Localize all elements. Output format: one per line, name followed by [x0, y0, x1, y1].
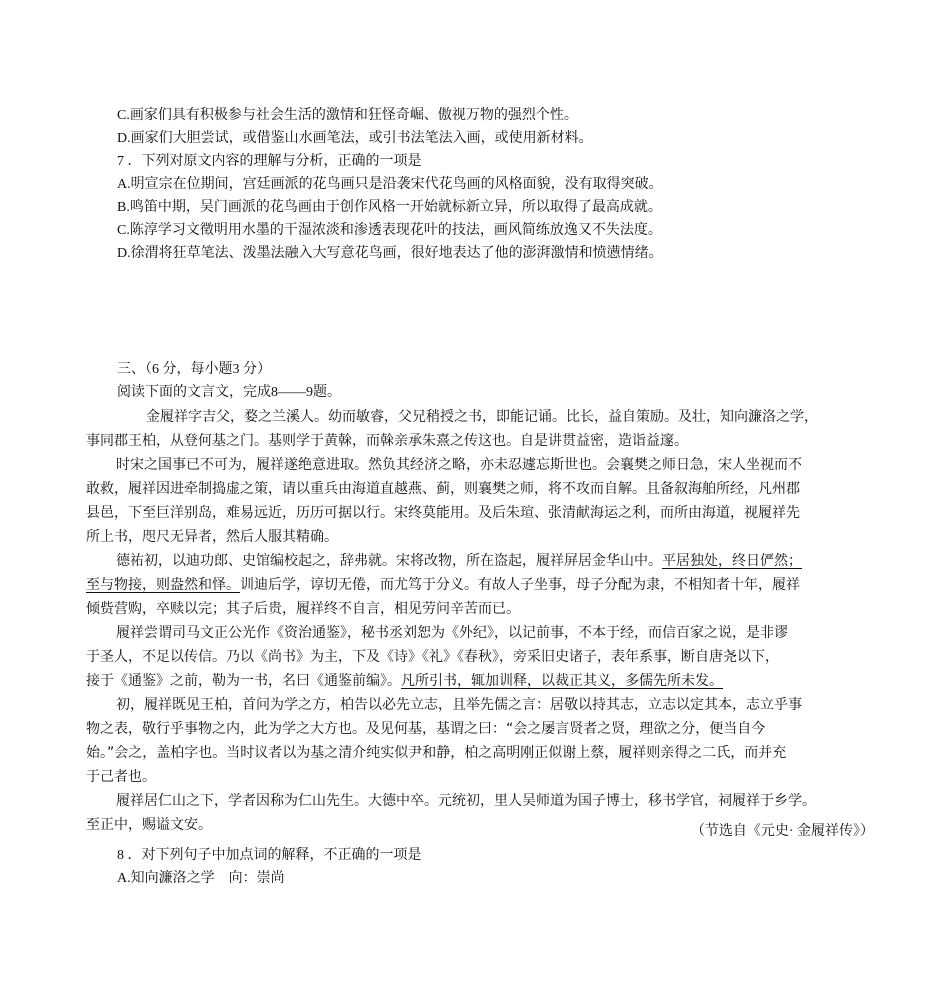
passage-p5-line4: 于己者也。	[86, 769, 156, 785]
section-heading: 三、（6 分，每小题3 分）	[117, 362, 271, 377]
passage-p1-line1: 金履祥字吉父，婺之兰溪人。幼而敏睿，父兄稍授之书，即能记诵。比长，益自策励。及壮，知向濂洛之学，	[146, 409, 818, 425]
q6-option-d: D.画家们大胆尝试，或借鉴山水画笔法，或引书法笔法入画，或使用新材料。	[117, 131, 593, 146]
underlined-sentence: 凡所引书，辄加训释，以裁正其义，多儒先所未发。	[401, 673, 723, 689]
q8-stem: 8 ．对下列句子中加点词的解释，不正确的一项是	[117, 848, 422, 863]
passage-p2-line1: 时宋之国事已不可为，履祥遂绝意进取。然负其经济之略，亦未忍遽忘斯世也。会襄樊之师日急，宋人坐视而不	[116, 457, 802, 473]
passage-p3-text: 训迪后学，谆切无倦，而尤笃于分义。有故人子坐事，母子分配为隶，不相知者十年，履祥	[240, 577, 800, 593]
passage-p3-line1	[116, 550, 802, 572]
q7-option-a: A.明宣宗在位期间，宫廷画派的花鸟画只是沿袭宋代花鸟画的风格面貌，没有取得突破。	[117, 177, 663, 192]
q7-option-d: D.徐渭将狂草笔法、泼墨法融入大写意花鸟画，很好地表达了他的澎湃激情和愤懑情绪。	[117, 246, 663, 261]
passage-p2-line3: 县邑，下至巨洋别岛，难易远近，历历可据以行。宋终莫能用。及后朱瑄、张清献海运之利，而所由海道，视履祥先	[86, 505, 800, 521]
section-instruction: 阅读下面的文言文，完成8——9题。	[117, 385, 341, 400]
q7-option-b: B.鸣笛中期，吴门画派的花鸟画由于创作风格一开始就标新立异，所以取得了最高成就。	[117, 200, 662, 215]
passage-p2-line4: 所上书，咫尺无异者，然后人服其精确。	[86, 529, 338, 545]
passage-p3-line3: 倾赀营购，卒赎以完；其子后贵，履祥终不自言，相见劳问辛苦而已。	[86, 601, 520, 617]
passage-p4-line3	[86, 670, 723, 692]
passage-p5-line1: 初，履祥既见王柏，首问为学之方，柏告以必先立志，且举先儒之言：居敬以持其志，立志以定其本，志立乎事	[116, 697, 802, 713]
passage-p4-text: 接于《通鉴》之前，勒为一书，名曰《通鉴前编》。	[86, 673, 401, 689]
q6-option-c: C.画家们具有积极参与社会生活的激情和狂怪奇崛、傲视万物的强烈个性。	[117, 108, 578, 123]
underlined-sentence: 平居独处，终日俨然；	[662, 553, 802, 569]
passage-p4-line1: 履祥尝谓司马文正公光作《资治通鉴》，秘书丞刘恕为《外纪》，以记前事，不本于经，而信百家之说，是非谬	[116, 625, 788, 641]
passage-p2-line2: 敢救，履祥因进牵制捣虚之策，请以重兵由海道直越燕、蓟，则襄樊之师，将不攻而自解。且备叙海舶所经，凡州郡	[86, 481, 800, 497]
passage-p6-line1: 履祥居仁山之下，学者因称为仁山先生。大德中卒。元统初，里人吴师道为国子博士，移书学官，祠履祥于乡学。	[116, 793, 816, 809]
underlined-sentence: 至与物接，则盎然和怿。	[86, 577, 240, 593]
q7-stem: 7 ．下列对原文内容的理解与分析，正确的一项是	[117, 154, 422, 169]
passage-p3-line2	[86, 574, 800, 596]
passage-p4-line2: 于圣人，不足以传信。乃以《尚书》为主，下及《诗》《礼》《春秋》，旁采旧史诸子，表年系事，断自唐尧以下，	[86, 649, 779, 665]
q8-option-a: A.知向濂洛之学 向：崇尚	[117, 871, 285, 886]
passage-p5-line3: 始。”会之，盖柏字也。当时议者以为基之清介纯实似尹和静，柏之高明刚正似谢上蔡，履祥则亲得之二氏，而并充	[86, 745, 787, 761]
q7-option-c: C.陈淳学习文徵明用水墨的干湿浓淡和渗透表现花叶的技法，画风简练放逸又不失法度。	[117, 223, 662, 238]
passage-source: （节选自《元史· 金履祥传》）	[690, 824, 874, 839]
passage-p5-line2: 物之表，敬行乎事物之内，此为学之大方也。及见何基，基谓之曰：“会之屡言贤者之贤，理欲之分，便当自今	[86, 721, 766, 737]
passage-p1-line2: 事同郡王柏，从登何基之门。基则学于黄榦，而榦亲承朱熹之传这也。自是讲贯益密，造诣益邃。	[86, 433, 688, 449]
passage-p3-text: 德祐初，以迪功郎、史馆编校起之，辞弗就。宋将改物，所在盗起，履祥屏居金华山中。	[116, 553, 662, 569]
passage-p6-line2: 至正中，赐谥文安。	[86, 817, 212, 833]
